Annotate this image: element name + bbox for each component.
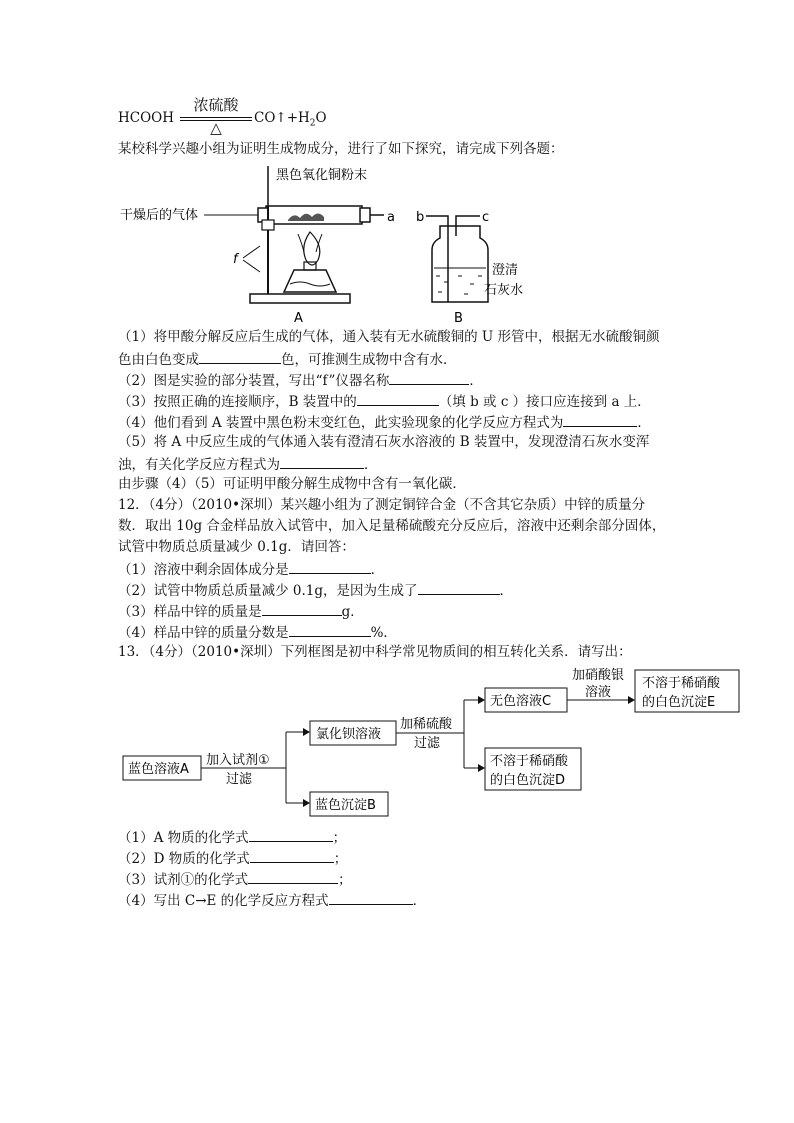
glass-tube xyxy=(266,206,362,224)
apparatus-figure xyxy=(118,160,538,326)
q11-part3: （3）按照正确的连接顺序，B 装置中的 （填 b 或 c ）接口应连接到 a 上． xyxy=(118,391,651,411)
box-a-label: 蓝色溶液A xyxy=(128,762,189,777)
flow-diagram xyxy=(118,664,748,824)
box-c-label: 无色溶液C xyxy=(490,694,552,709)
answer-blank-zinc-fraction[interactable] xyxy=(289,622,371,637)
limewater-label-2: 石灰水 xyxy=(484,283,524,298)
equation-reactant: HCOOH xyxy=(118,110,175,126)
q12-line2: 数．取出 10g 合金样品放入试管中，加入足量稀硫酸充分反应后，溶液中还剩余部分固体， xyxy=(118,518,666,534)
equation-products-tail: O xyxy=(315,110,327,126)
arrow-2-bottom-label: 过滤 xyxy=(414,736,441,751)
equation-products-main: CO↑+H xyxy=(254,110,310,126)
answer-blank-port[interactable] xyxy=(357,391,439,406)
label-f: f xyxy=(233,252,238,267)
powder-label: 黑色氧化铜粉末 xyxy=(276,168,368,183)
q13-sub2: （2）D 物质的化学式 ； xyxy=(118,848,347,868)
reaction-equation xyxy=(118,94,358,138)
answer-blank-formula-d[interactable] xyxy=(250,848,334,863)
answer-blank-equation-4[interactable] xyxy=(563,412,637,427)
box-e-label-1: 不溶于稀硝酸 xyxy=(642,676,721,691)
answer-blank-color[interactable] xyxy=(199,349,281,364)
answer-blank-instrument[interactable] xyxy=(389,370,469,385)
arrow-1-top-label: 加入试剂① xyxy=(206,753,270,768)
flame-lines xyxy=(298,234,322,252)
q11-part1-line1: （1）将甲酸分解反应后生成的气体，通入装有无水硫酸铜的 U 形管中，根据无水硫酸铜颜 xyxy=(118,329,660,345)
answer-blank-equation-5[interactable] xyxy=(280,454,364,469)
box-bacl2-label: 氯化钡溶液 xyxy=(316,727,382,742)
stopper-right xyxy=(360,208,370,222)
arrow-1-bottom-label: 过滤 xyxy=(226,772,253,787)
stand-base xyxy=(250,294,350,303)
answer-blank-equation-ce[interactable] xyxy=(329,890,413,905)
limewater-label-1: 澄清 xyxy=(492,263,519,278)
q11-part1-line2: 色由白色变成 色，可推测生成物中含有水． xyxy=(118,349,457,369)
clamp xyxy=(262,220,274,230)
q11-part5-line1: （5）将 A 中反应生成的气体通入装有澄清石灰水溶液的 B 装置中，发现澄清石灰水变浑 xyxy=(118,434,650,450)
gas-label: 干燥后的气体 xyxy=(120,208,199,223)
arrow-head-e xyxy=(628,696,635,704)
box-b-label: 蓝色沉淀B xyxy=(315,798,376,813)
arrow-3-top-label: 加硝酸银 xyxy=(572,668,625,683)
q12-sub3: （3）样品中锌的质量是 g． xyxy=(118,601,364,621)
lamp-wick xyxy=(304,262,316,270)
equation-products xyxy=(254,110,327,129)
arrow-2-top-label: 加稀硫酸 xyxy=(400,717,453,732)
caption-a: A xyxy=(294,311,303,326)
answer-blank-reagent[interactable] xyxy=(248,869,338,884)
f-pointer-lower xyxy=(243,260,260,272)
port-b-label: b xyxy=(416,210,425,225)
arrow-3-bottom-label: 溶液 xyxy=(585,685,612,700)
q11-conclusion: 由步骤（4）（5）可证明甲酸分解生成物中含有一氧化碳． xyxy=(118,476,466,492)
q11-part4: （4）他们看到 A 装置中黑色粉末变红色，此实验现象的化学反应方程式为 ． xyxy=(118,412,651,432)
equation-condition-top: 浓硫酸 xyxy=(193,96,239,114)
q12-sub2: （2）试管中物质总质量减少 0.1g，是因为生成了 ． xyxy=(118,580,513,600)
arrow-head-bacl xyxy=(303,728,310,736)
box-e-label-2: 的白色沉淀E xyxy=(642,695,716,710)
arrow-head-d xyxy=(478,764,485,772)
q13-head: 13．（4分）（2010•深圳）下列框图是初中科学常见物质间的相互转化关系．请写出： xyxy=(118,644,632,660)
copper-oxide-powder xyxy=(288,214,324,222)
equation-subscript: 2 xyxy=(309,118,316,129)
answer-blank-formula-a[interactable] xyxy=(249,827,333,842)
f-pointer-upper xyxy=(243,246,260,258)
lamp-liquid xyxy=(290,282,330,286)
gas-washing-bottle xyxy=(432,226,488,302)
caption-b: B xyxy=(454,311,463,326)
q12-head: 12．（4分）（2010•深圳）某兴趣小组为了测定铜锌合金（不含其它杂质）中锌的质量分 xyxy=(118,497,646,513)
q12-sub4: （4）样品中锌的质量分数是 %． xyxy=(118,622,397,642)
intro-text: 某校科学兴趣小组为证明生成物成分，进行了如下探究，请完成下列各题： xyxy=(118,141,564,157)
answer-blank-product[interactable] xyxy=(418,580,500,595)
limewater-texture xyxy=(436,276,482,294)
arrow-head-c xyxy=(478,696,485,704)
arrow-head-b xyxy=(303,799,310,807)
q13-sub3: （3）试剂①的化学式 ； xyxy=(118,869,352,889)
inlet-tube-b xyxy=(426,216,448,302)
q12-sub1: （1）溶液中剩余固体成分是 ． xyxy=(118,559,384,579)
port-a-label: a xyxy=(387,210,395,225)
alcohol-lamp xyxy=(284,270,336,292)
q11-part2: （2）图是实验的部分装置，写出“f”仪器名称 ． xyxy=(118,370,483,390)
equation-condition-bottom: △ xyxy=(210,119,222,137)
box-d-label-2: 的白色沉淀D xyxy=(490,773,566,788)
answer-blank-solid[interactable] xyxy=(289,559,371,574)
q13-sub4: （4）写出 C→E 的化学反应方程式 ． xyxy=(118,890,426,910)
port-c-label: c xyxy=(482,210,490,225)
q13-sub1: （1）A 物质的化学式 ； xyxy=(118,827,346,847)
box-d-label-1: 不溶于稀硝酸 xyxy=(490,754,569,769)
q12-line3: 试管中物质总质量减少 0.1g．请回答： xyxy=(118,539,355,555)
q11-part5-line2: 浊，有关化学反应方程式为 ． xyxy=(118,454,378,474)
answer-blank-zinc-mass[interactable] xyxy=(262,601,342,616)
